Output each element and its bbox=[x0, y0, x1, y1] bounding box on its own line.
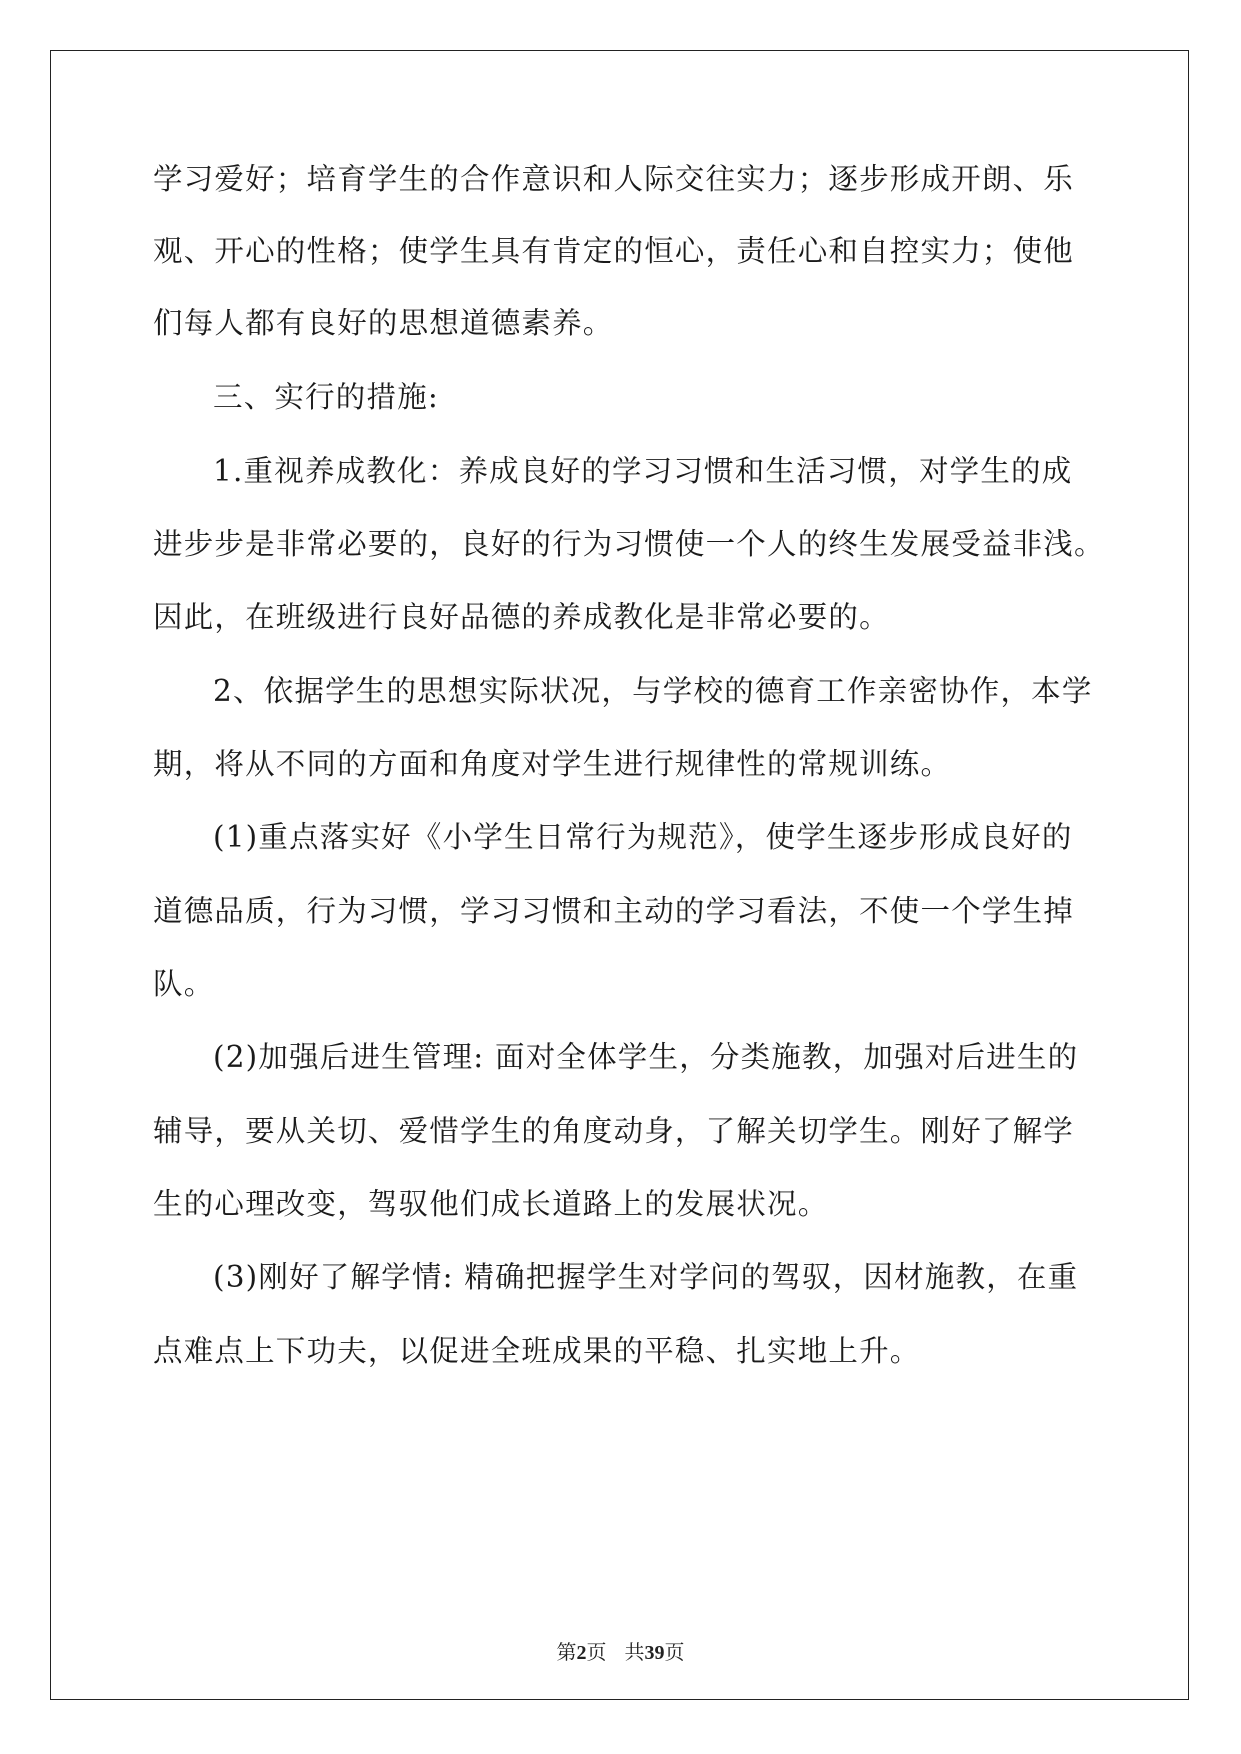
footer-page-prefix: 第 bbox=[556, 1642, 577, 1664]
body-line-6: 进步步是非常必要的，良好的行为习惯使一个人的终生发展受益非浅。 bbox=[153, 527, 1105, 561]
body-line-12: 队。 bbox=[153, 967, 215, 1001]
body-line-9: 期，将从不同的方面和角度对学生进行规律性的常规训练。 bbox=[153, 747, 952, 781]
footer-total-prefix: 共 bbox=[624, 1642, 645, 1664]
body-line-17: 点难点上下功夫，以促进全班成果的平稳、扎实地上升。 bbox=[153, 1334, 921, 1368]
body-line-10: (1)重点落实好《小学生日常行为规范》，使学生逐步形成良好的 bbox=[213, 820, 1073, 854]
body-line-3: 们每人都有良好的思想道德素养。 bbox=[153, 306, 614, 340]
body-line-2: 观、开心的性格；使学生具有肯定的恒心，责任心和自控实力；使他 bbox=[153, 234, 1075, 268]
body-line-16: (3)刚好了解学情: 精确把握学生对学问的驾驭，因材施教，在重 bbox=[213, 1260, 1079, 1294]
body-line-1: 学习爱好；培育学生的合作意识和人际交往实力；逐步形成开朗、乐 bbox=[153, 162, 1075, 196]
body-line-13: (2)加强后进生管理: 面对全体学生，分类施教，加强对后进生的 bbox=[213, 1040, 1079, 1074]
body-line-8: 2、依据学生的思想实际状况，与学校的德育工作亲密协作，本学 bbox=[213, 674, 1093, 708]
page-footer bbox=[0, 1636, 1241, 1665]
body-line-14: 辅导，要从关切、爱惜学生的角度动身，了解关切学生。刚好了解学 bbox=[153, 1114, 1075, 1148]
footer-page-suffix: 页 bbox=[586, 1642, 607, 1664]
section-heading-measures: 三、实行的措施: bbox=[213, 380, 440, 414]
footer-total-pages: 39 bbox=[644, 1642, 665, 1664]
footer-page-number: 2 bbox=[576, 1642, 587, 1664]
body-line-11: 道德品质，行为习惯，学习习惯和主动的学习看法，不使一个学生掉 bbox=[153, 894, 1075, 928]
body-line-7: 因此，在班级进行良好品德的养成教化是非常必要的。 bbox=[153, 600, 890, 634]
footer-total-suffix: 页 bbox=[664, 1642, 685, 1664]
page-border bbox=[50, 50, 1189, 1700]
body-line-15: 生的心理改变，驾驭他们成长道路上的发展状况。 bbox=[153, 1187, 829, 1221]
body-line-5: 1.重视养成教化：养成良好的学习习惯和生活习惯，对学生的成 bbox=[213, 454, 1073, 488]
